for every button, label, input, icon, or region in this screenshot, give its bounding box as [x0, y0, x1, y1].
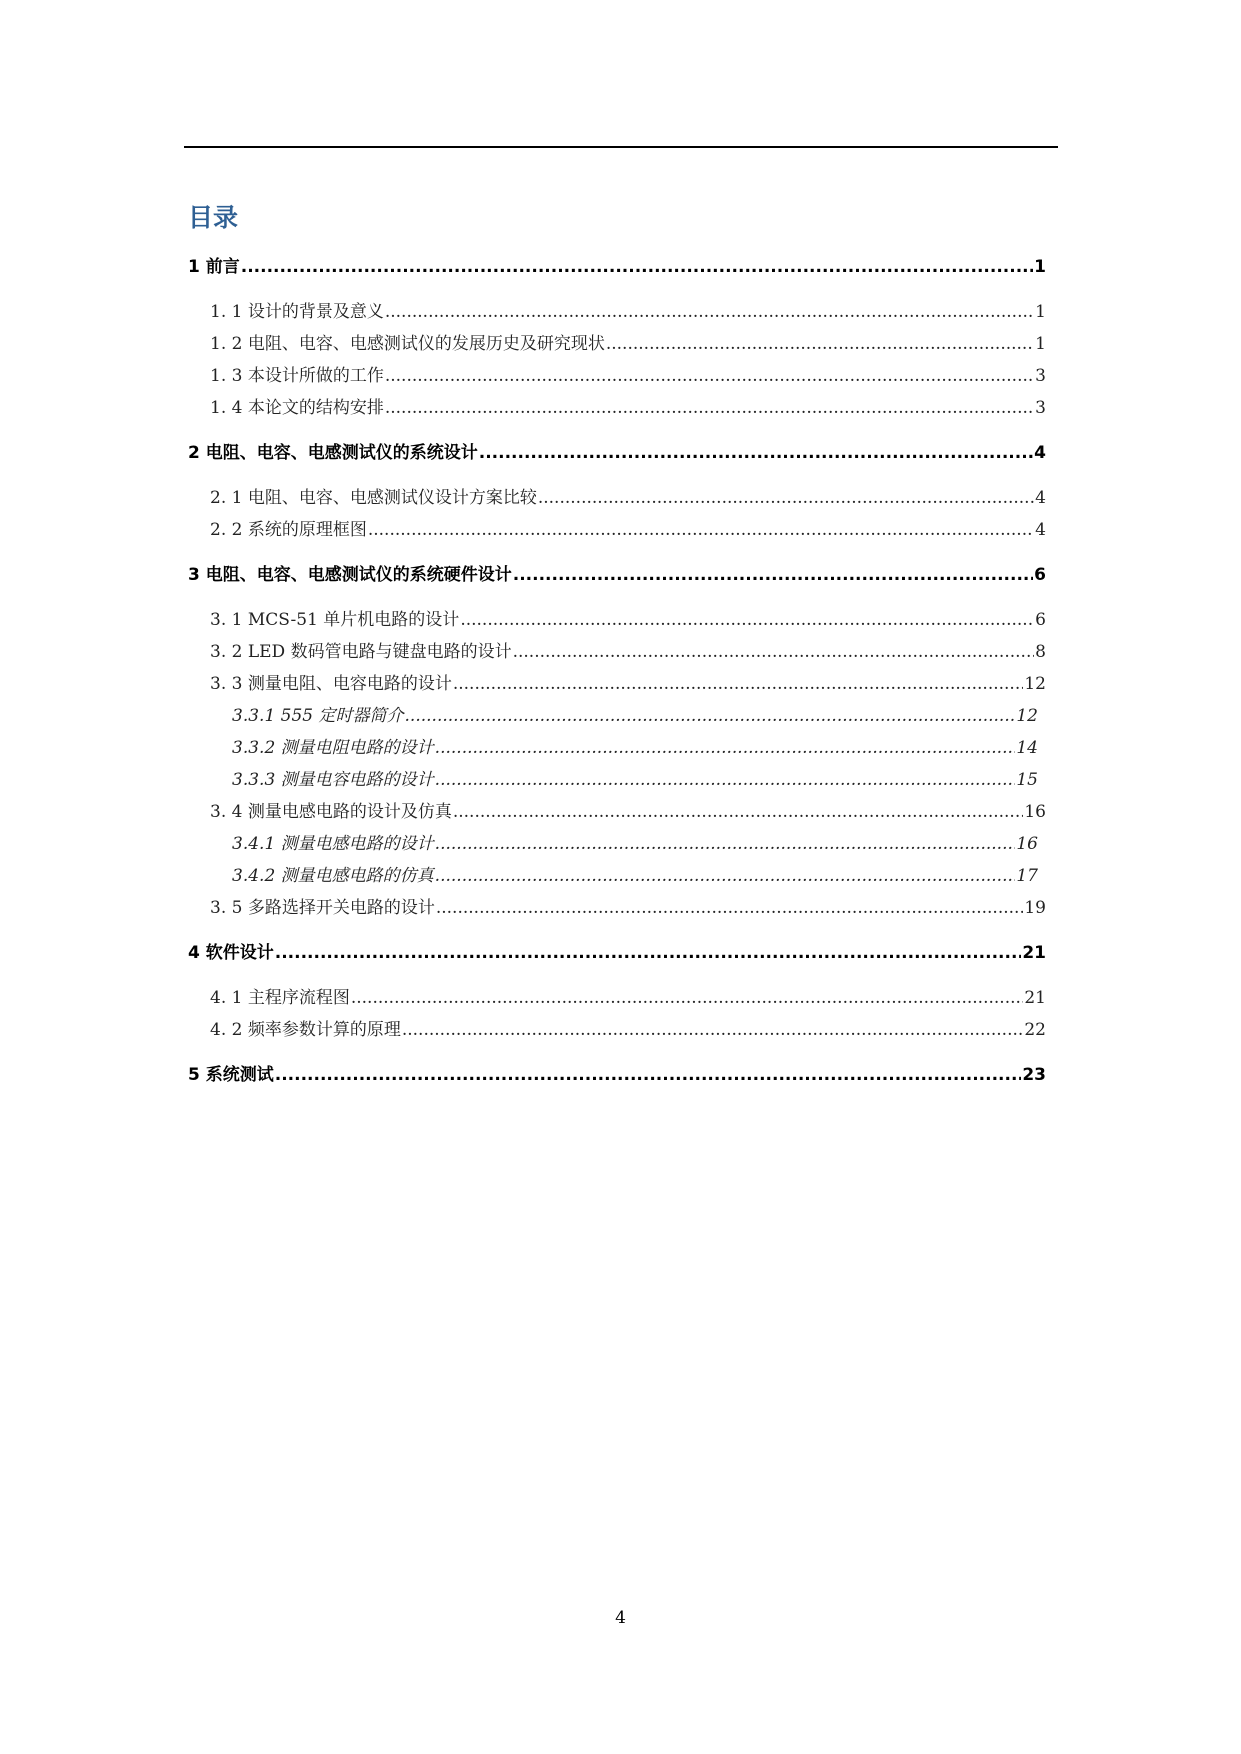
toc-leader-dots — [275, 1065, 1022, 1085]
toc-leader-dots — [385, 366, 1034, 386]
toc-entry-label: 3.3.1 555 定时器简介 — [232, 706, 404, 726]
toc-leader-dots — [460, 610, 1034, 630]
toc-entry-level-2[interactable] — [210, 605, 1046, 630]
toc-entry-label: 3. 2 LED 数码管电路与键盘电路的设计 — [210, 642, 512, 662]
toc-entry-page: 12 — [1024, 674, 1046, 694]
toc-entry-level-2[interactable] — [210, 637, 1046, 662]
toc-entry-page: 6 — [1034, 565, 1046, 585]
toc-entry-label: 1. 2 电阻、电容、电感测试仪的发展历史及研究现状 — [210, 334, 605, 354]
toc-leader-dots — [479, 443, 1033, 463]
toc-entry-label: 3. 3 测量电阻、电容电路的设计 — [210, 674, 452, 694]
toc-entry-label: 5 系统测试 — [188, 1065, 274, 1085]
toc-entry-page: 19 — [1024, 898, 1046, 918]
toc-entry-label: 4 软件设计 — [188, 943, 274, 963]
toc-entry-level-2[interactable] — [210, 983, 1046, 1008]
toc-entry-level-2[interactable] — [210, 361, 1046, 386]
toc-entry-page: 1 — [1035, 334, 1046, 354]
toc-entry-label: 3. 4 测量电感电路的设计及仿真 — [210, 802, 452, 822]
toc-entry-page: 21 — [1024, 988, 1046, 1008]
toc-entry-page: 14 — [1016, 738, 1038, 758]
toc-entry-label: 3.4.2 测量电感电路的仿真 — [232, 866, 434, 886]
toc-entry-level-1[interactable] — [188, 1060, 1046, 1085]
toc-leader-dots — [436, 898, 1024, 918]
toc-entry-page: 4 — [1035, 520, 1046, 540]
toc-entry-label: 3 电阻、电容、电感测试仪的系统硬件设计 — [188, 565, 512, 585]
toc-entry-page: 23 — [1022, 1065, 1046, 1085]
toc-leader-dots — [435, 770, 1016, 790]
page-number: 4 — [615, 1608, 626, 1628]
toc-leader-dots — [275, 943, 1022, 963]
toc-leader-dots — [435, 866, 1016, 886]
toc-leader-dots — [385, 398, 1034, 418]
toc-entry-page: 15 — [1016, 770, 1038, 790]
toc-entry-label: 2. 1 电阻、电容、电感测试仪设计方案比较 — [210, 488, 537, 508]
toc-entry-level-2[interactable] — [210, 893, 1046, 918]
toc-entry-label: 3.4.1 测量电感电路的设计 — [232, 834, 434, 854]
toc-entry-level-2[interactable] — [210, 669, 1046, 694]
toc-entry-level-3[interactable] — [232, 861, 1038, 886]
toc-entry-label: 1. 4 本论文的结构安排 — [210, 398, 384, 418]
toc-entry-page: 16 — [1024, 802, 1046, 822]
toc-leader-dots — [435, 738, 1016, 758]
toc-leader-dots — [538, 488, 1034, 508]
toc-entry-level-1[interactable] — [188, 938, 1046, 963]
toc-leader-dots — [513, 565, 1033, 585]
toc-entry-page: 1 — [1034, 257, 1046, 277]
toc-entry-level-3[interactable] — [232, 765, 1038, 790]
toc-entry-page: 4 — [1035, 488, 1046, 508]
toc-entry-level-2[interactable] — [210, 1015, 1046, 1040]
toc-leader-dots — [368, 520, 1034, 540]
toc-entry-label: 3.3.2 测量电阻电路的设计 — [232, 738, 434, 758]
toc-entry-level-2[interactable] — [210, 797, 1046, 822]
toc-entry-level-2[interactable] — [210, 329, 1046, 354]
toc-entry-level-2[interactable] — [210, 483, 1046, 508]
toc-entry-level-2[interactable] — [210, 297, 1046, 322]
toc-entry-page: 21 — [1022, 943, 1046, 963]
toc-entry-level-1[interactable] — [188, 438, 1046, 463]
header-rule — [184, 146, 1058, 148]
toc-entry-label: 1. 3 本设计所做的工作 — [210, 366, 384, 386]
toc-entry-level-3[interactable] — [232, 733, 1038, 758]
toc-entry-page: 6 — [1035, 610, 1046, 630]
toc-title: 目录 — [188, 203, 239, 232]
toc-entry-level-3[interactable] — [232, 829, 1038, 854]
toc-entry-page: 1 — [1035, 302, 1046, 322]
toc-leader-dots — [241, 257, 1033, 277]
toc-entry-page: 22 — [1024, 1020, 1046, 1040]
toc-entry-page: 16 — [1016, 834, 1038, 854]
toc-entry-page: 3 — [1035, 398, 1046, 418]
toc-leader-dots — [453, 802, 1024, 822]
toc-leader-dots — [402, 1020, 1024, 1040]
toc-entry-page: 3 — [1035, 366, 1046, 386]
toc-entry-level-2[interactable] — [210, 393, 1046, 418]
toc-leader-dots — [606, 334, 1034, 354]
toc-leader-dots — [405, 706, 1016, 726]
toc-entry-label: 3. 5 多路选择开关电路的设计 — [210, 898, 435, 918]
toc-entry-label: 4. 2 频率参数计算的原理 — [210, 1020, 401, 1040]
toc-entry-label: 3. 1 MCS-51 单片机电路的设计 — [210, 610, 460, 630]
toc-entry-label: 2. 2 系统的原理框图 — [210, 520, 367, 540]
toc-entry-label: 1 前言 — [188, 257, 240, 277]
toc-leader-dots — [453, 674, 1024, 694]
toc-leader-dots — [351, 988, 1024, 1008]
toc-entry-page: 4 — [1034, 443, 1046, 463]
toc-leader-dots — [385, 302, 1034, 322]
toc-leader-dots — [513, 642, 1035, 662]
toc-entry-level-2[interactable] — [210, 515, 1046, 540]
toc-entry-label: 3.3.3 测量电容电路的设计 — [232, 770, 434, 790]
toc-entry-level-1[interactable] — [188, 252, 1046, 277]
toc-leader-dots — [435, 834, 1016, 854]
toc-entry-page: 17 — [1016, 866, 1038, 886]
toc-entry-label: 4. 1 主程序流程图 — [210, 988, 350, 1008]
toc-entry-page: 8 — [1035, 642, 1046, 662]
toc-entry-level-1[interactable] — [188, 560, 1046, 585]
toc-entry-level-3[interactable] — [232, 701, 1038, 726]
toc-entry-label: 2 电阻、电容、电感测试仪的系统设计 — [188, 443, 478, 463]
toc-entry-page: 12 — [1016, 706, 1038, 726]
toc-entry-label: 1. 1 设计的背景及意义 — [210, 302, 384, 322]
